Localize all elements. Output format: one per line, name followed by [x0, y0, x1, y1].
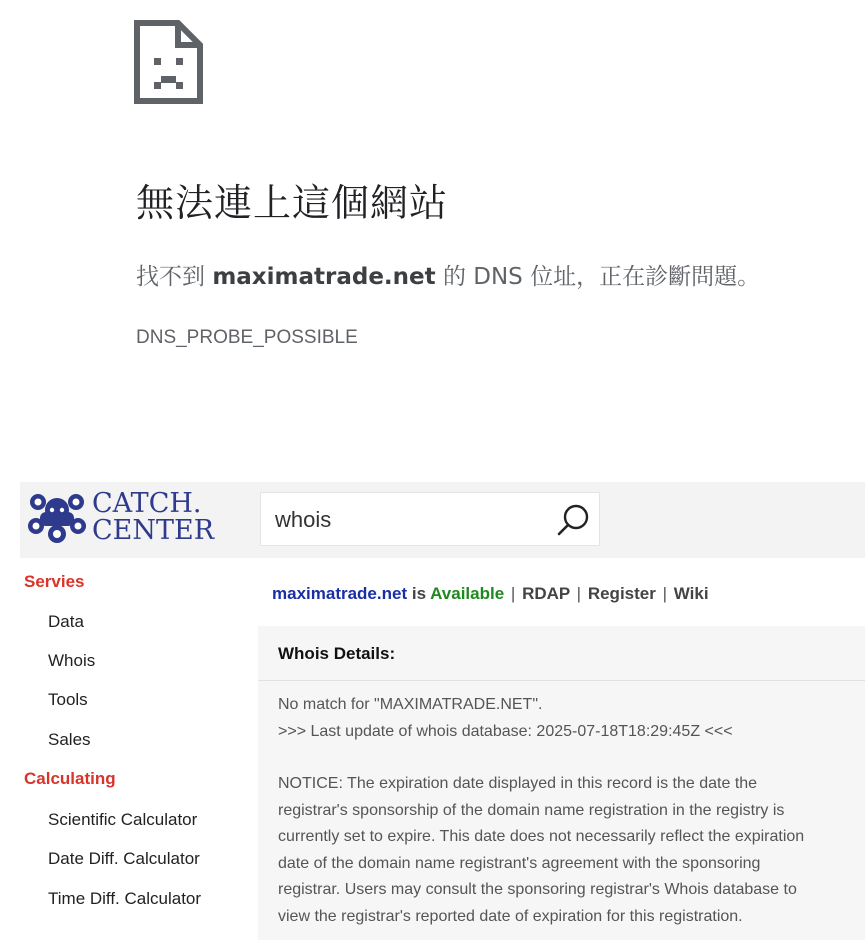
- error-code: DNS_PROBE_POSSIBLE: [136, 327, 358, 348]
- divider: [258, 680, 865, 681]
- search-icon[interactable]: [555, 501, 593, 539]
- whois-details-panel: [258, 626, 865, 940]
- browser-error-page: [0, 0, 865, 420]
- octopus-logo-icon: [26, 488, 88, 548]
- whois-notice-line: view the registrar's reported date of expiration for this registration.: [278, 907, 743, 925]
- result-domain[interactable]: maximatrade.net: [272, 584, 408, 603]
- sidebar-item-data[interactable]: Data: [48, 612, 84, 631]
- main-content: [252, 558, 865, 940]
- logo-text: [92, 490, 214, 544]
- whois-notice-line: NOTICE: The expiration date displayed in this record is the date the: [278, 775, 758, 792]
- sidebar-item-whois[interactable]: Whois: [48, 651, 96, 670]
- site-header: [20, 482, 865, 558]
- sidebar-item-time-diff-calculator[interactable]: Time Diff. Calculator: [48, 889, 202, 908]
- result-separator: |: [510, 584, 516, 603]
- result-status-badge: Available: [430, 584, 505, 603]
- whois-result-line: [272, 584, 709, 604]
- sidebar-section-calculating: Calculating: [24, 769, 116, 788]
- error-message: [136, 258, 760, 291]
- error-message-prefix: 找不到: [136, 264, 213, 290]
- whois-notice-line: currently set to expire. This date does not necessarily reflect the expiration: [278, 828, 805, 845]
- sidebar-item-scientific-calculator[interactable]: Scientific Calculator: [48, 810, 198, 829]
- logo-line-1: CATCH.: [92, 488, 202, 519]
- search-box: [260, 492, 600, 546]
- error-message-domain: maximatrade.net: [212, 264, 436, 290]
- site-logo[interactable]: [26, 488, 226, 548]
- whois-notice-line: date of the domain name registrant's agreement with the sponsoring: [278, 854, 761, 872]
- sidebar-section-services: Servies: [24, 572, 85, 591]
- sidebar-item-tools[interactable]: Tools: [48, 690, 88, 709]
- whois-notice-line: registrar. Users may consult the sponsoring registrar's Whois database to: [278, 881, 797, 898]
- sidebar-item-sales[interactable]: Sales: [48, 730, 91, 749]
- register-link[interactable]: Register: [587, 584, 656, 603]
- result-is-text: is: [411, 584, 427, 603]
- whois-details-title: Whois Details:: [278, 644, 396, 663]
- whois-no-match-line: No match for "MAXIMATRADE.NET".: [278, 696, 543, 713]
- whois-details-body: [278, 692, 865, 930]
- whois-last-update-line: >>> Last update of whois database: 2025-07-18T18:29:45Z <<<: [278, 722, 733, 740]
- error-message-suffix: 的 DNS 位址，正在診斷問題。: [435, 264, 761, 290]
- search-input[interactable]: [273, 503, 547, 537]
- result-separator: |: [662, 584, 668, 603]
- rdap-link[interactable]: RDAP: [522, 584, 570, 603]
- error-title: 無法連上這個網站: [136, 181, 449, 225]
- wiki-link[interactable]: Wiki: [673, 584, 709, 603]
- sad-document-icon: [134, 20, 204, 104]
- result-separator: |: [576, 584, 582, 603]
- sidebar-nav: [20, 558, 250, 940]
- whois-notice-line: registrar's sponsorship of the domain name registration in the registry is: [278, 801, 785, 819]
- logo-line-2: CENTER: [92, 515, 215, 546]
- whois-site: [20, 482, 865, 940]
- sidebar-item-date-diff-calculator[interactable]: Date Diff. Calculator: [48, 849, 200, 868]
